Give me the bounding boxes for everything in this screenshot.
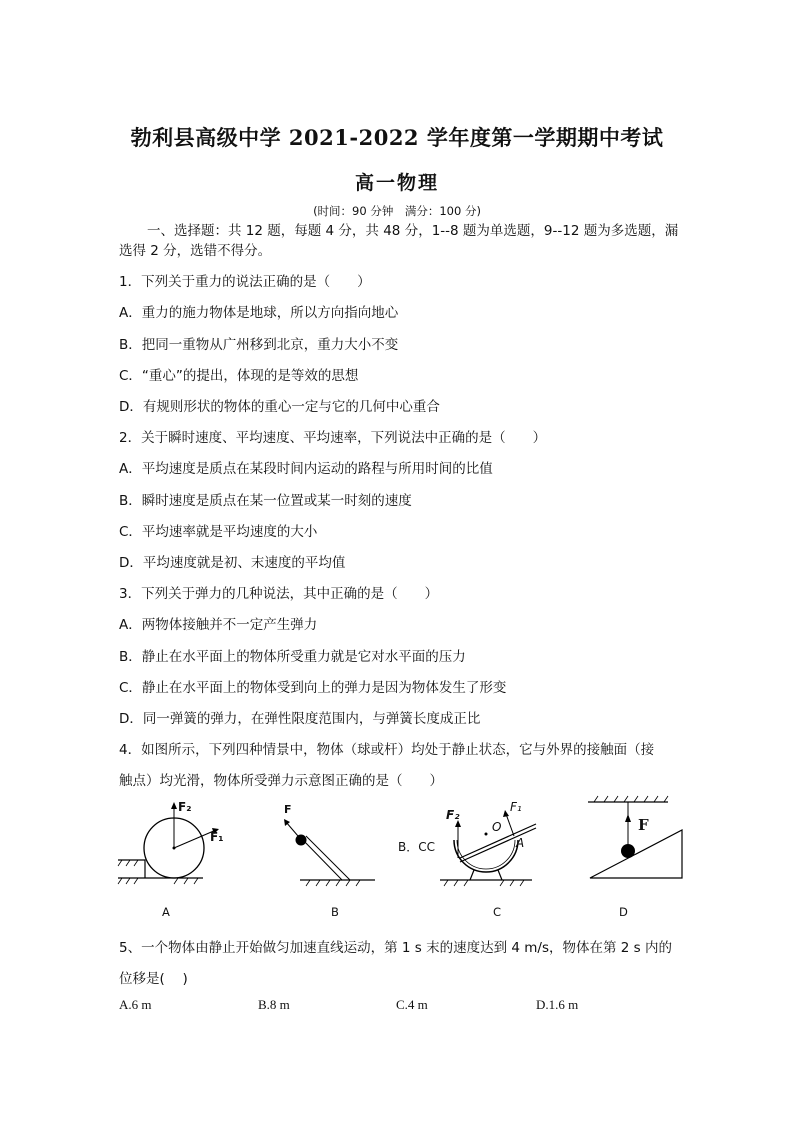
figure-c-label-f2: F₂ (446, 808, 460, 822)
q2-option-b: B．瞬时速度是质点在某一位置或某一时刻的速度 (119, 493, 412, 509)
q1-option-d: D．有规则形状的物体的重心一定与它的几何中心重合 (119, 399, 440, 415)
figure-b-label-f: F (284, 803, 292, 816)
q5-stem-line1: 5、一个物体由静止开始做匀加速直线运动，第 1 s 末的速度达到 4 m/s，物体在第 2 s 内的 (119, 940, 672, 956)
figure-d (586, 800, 696, 894)
figure-d-label-f: F (638, 816, 649, 834)
q5-stem-line2: 位移是( ) (119, 971, 188, 987)
figure-c-caption: C (493, 905, 502, 919)
q3-option-c: C．静止在水平面上的物体受到向上的弹力是因为物体发生了形变 (119, 680, 507, 696)
q4-stem-line1: 4．如图所示，下列四种情景中，物体（球或杆）均处于静止状态，它与外界的接触面（接 (119, 742, 655, 758)
figure-a-label-f1: F₁ (210, 830, 224, 844)
figure-d-diagram (586, 800, 696, 890)
figure-c-label-a: A (516, 836, 525, 850)
q5-option-c: C.4 m (396, 997, 428, 1012)
q2-stem: 2．关于瞬时速度、平均速度、平均速率，下列说法中正确的是（ ） (119, 430, 547, 446)
q5-option-b: B.8 m (258, 997, 290, 1012)
figure-c-label-f1: F₁ (510, 800, 522, 814)
exam-info: (时间：90 分钟 满分：100 分) (313, 204, 481, 218)
q2-option-d: D．平均速度就是初、末速度的平均值 (119, 555, 346, 571)
section-instructions: 一、选择题：共 12 题，每题 4 分，共 48 分，1--8 题为单选题，9--12 题为多选题，漏选得 2 分，选错不得分。 (119, 223, 679, 259)
q3-option-d: D．同一弹簧的弹力，在弹性限度范围内，与弹簧长度成正比 (119, 711, 481, 727)
q3-stem: 3．下列关于弹力的几种说法，其中正确的是（ ） (119, 586, 439, 602)
figure-c (440, 800, 550, 894)
q1-option-a: A．重力的施力物体是地球，所以方向指向地心 (119, 305, 399, 321)
q2-option-c: C．平均速率就是平均速度的大小 (119, 524, 318, 540)
figure-a-label-f2: F₂ (178, 800, 192, 814)
q5-option-d: D.1.6 m (536, 997, 579, 1012)
figure-b-caption: B (331, 905, 339, 919)
exam-subject: 高一物理 (354, 172, 439, 194)
q2-option-a: A．平均速度是质点在某段时间内运动的路程与所用时间的比值 (119, 461, 493, 477)
q4-stem-line2: 触点）均光滑，物体所受弹力示意图正确的是（ ） (119, 773, 443, 789)
figure-c-label-o: O (492, 820, 502, 834)
q5-option-a: A.6 m (119, 997, 152, 1012)
q3-option-a: A．两物体接触并不一定产生弹力 (119, 617, 318, 633)
figure-a-caption: A (162, 905, 170, 919)
figure-a (118, 800, 238, 894)
q1-option-c: C．“重心”的提出，体现的是等效的思想 (119, 368, 359, 384)
exam-title: 勃利县高级中学 2021-2022 学年度第一学期期中考试 (130, 125, 664, 150)
q1-option-b: B．把同一重物从广州移到北京，重力大小不变 (119, 337, 399, 353)
q1-stem: 1．下列关于重力的说法正确的是（ ） (119, 274, 371, 290)
figure-c-prefix: B．CC (398, 840, 435, 854)
q3-option-b: B．静止在水平面上的物体所受重力就是它对水平面的压力 (119, 649, 466, 665)
figure-d-caption: D (619, 905, 628, 919)
figure-b (270, 800, 380, 894)
